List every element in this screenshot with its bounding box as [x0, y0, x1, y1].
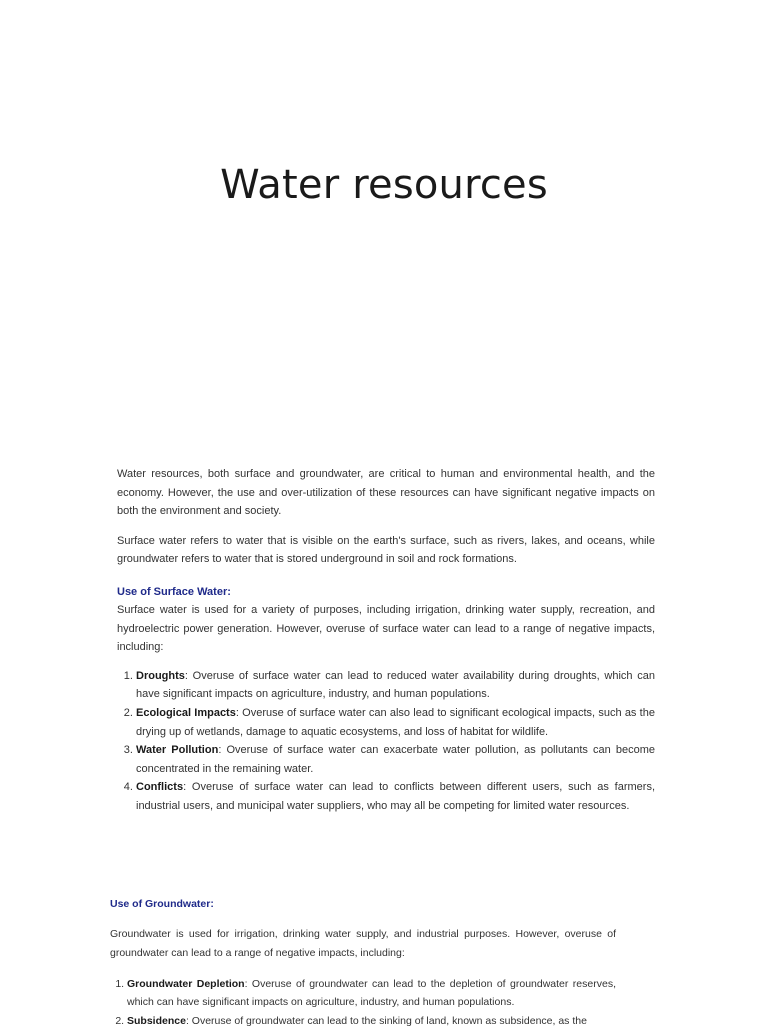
list-item-term: Water Pollution — [136, 744, 219, 757]
list-item-term: Subsidence — [127, 1015, 186, 1028]
document-title: Water resources — [220, 162, 548, 208]
list-item-term: Groundwater Depletion — [127, 977, 245, 990]
list-item-text: : Overuse of surface water can also lead to significant ecological impacts, such as the drying up of wetlands, damage to aquatic ecosystems, and loss of habitat for wildlife. — [136, 706, 655, 738]
list-item-term: Conflicts — [136, 781, 184, 794]
surface-water-heading: Use of Surface Water: — [117, 585, 231, 598]
list-item-text: : Overuse of surface water can exacerbate water pollution, as pollutants can become concentrated in the remaining water. — [136, 744, 655, 775]
surface-water-section — [117, 465, 655, 816]
list-item — [136, 704, 655, 741]
surface-water-intro: Surface water is used for a variety of purposes, including irrigation, drinking water supply, recreation, and hydroelectric power generation. However, overuse of surface water can lead to a range of negative impacts, including: — [117, 603, 655, 654]
list-item — [136, 778, 655, 815]
list-item-text: : Overuse of groundwater can lead to the depletion of groundwater reserves, which can have significant impacts on agriculture, industry, and human populations. — [127, 977, 616, 1009]
list-item-term: Ecological Impacts — [136, 706, 236, 719]
list-item-text: : Overuse of groundwater can lead to the sinking of land, known as subsidence, as the — [185, 1015, 587, 1028]
list-item — [136, 741, 655, 778]
groundwater-section — [110, 895, 616, 1031]
list-item-text: : Overuse of surface water can lead to reduced water availability during droughts, which can have significant impacts on agriculture, industry, and human populations. — [136, 669, 655, 701]
surface-water-impacts-list — [117, 667, 655, 816]
list-item-text: : Overuse of surface water can lead to conflicts between different users, such as farmers, industrial users, and municipal water suppliers, who may all be competing for limited water resources. — [136, 781, 655, 812]
list-item — [127, 975, 616, 1013]
intro-paragraph: Water resources, both surface and groundwater, are critical to human and environmental health, and the economy. However, the use and over-utilization of these resources can have significant negative impacts on both the environment and society. — [117, 468, 655, 518]
list-item-term: Droughts — [136, 669, 185, 682]
groundwater-heading: Use of Groundwater: — [110, 898, 214, 910]
groundwater-impacts-list — [110, 975, 616, 1031]
groundwater-intro: Groundwater is used for irrigation, drinking water supply, and industrial purposes. However, overuse of groundwater can lead to a range of negative impacts, including: — [110, 928, 616, 959]
list-item — [136, 667, 655, 704]
list-item — [127, 1012, 616, 1031]
definition-paragraph: Surface water refers to water that is visible on the earth's surface, such as rivers, lakes, and oceans, while groundwater refers to water that is stored underground in soil and rock formations. — [117, 534, 655, 566]
